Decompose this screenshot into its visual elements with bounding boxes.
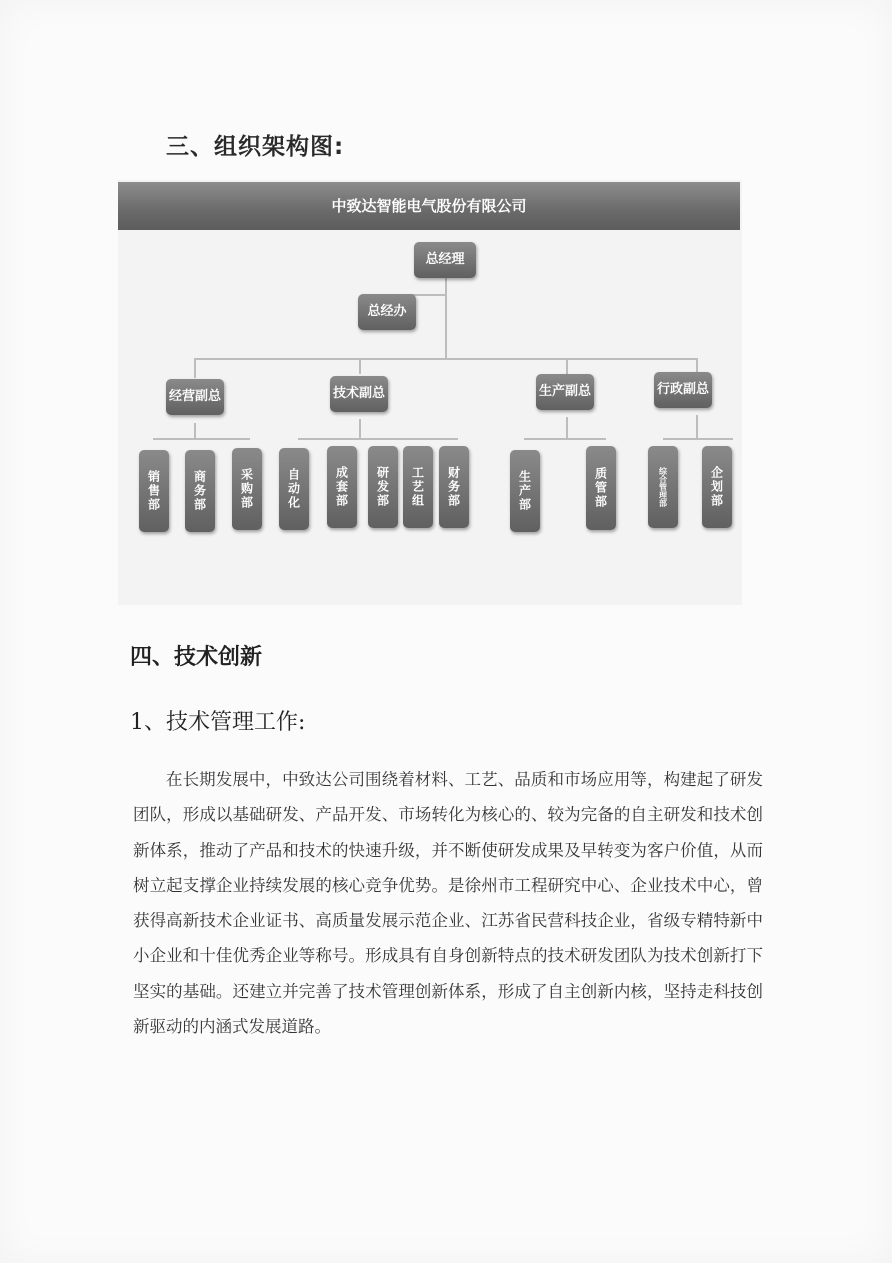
connector-line [445,278,447,358]
org-node-dept-sales: 销售部 [139,450,169,532]
connector-line [524,438,606,440]
connector-line [566,358,568,374]
connector-line [298,438,458,440]
org-node-gm-office: 总经办 [358,294,416,330]
org-node-vp-production: 生产副总 [536,374,594,410]
org-node-dept-finance: 财务部 [439,446,469,528]
org-node-dept-production: 生产部 [510,450,540,532]
org-node-vp-admin: 行政副总 [654,372,712,408]
org-node-dept-purchasing: 采购部 [232,448,262,530]
connector-line [696,358,698,372]
connector-line [696,415,698,439]
body-paragraph: 在长期发展中，中致达公司围绕着材料、工艺、品质和市场应用等，构建起了研发团队，形成以基础研发、产品开发、市场转化为核心的、较为完备的自主研发和技术创新体系，推动了产品和技术的快速升级，并不断使研发成果及早转变为客户价值，从而树立起支撑企业持续发展的核心竞争优势。是徐州市工程研究中心、企业技术中心，曾获得高新技术企业证书、高质量发展示范企业、江苏省民营科技企业，省级专精特新中小企业和十佳优秀企业等称号。形成具有自身创新特点的技术研发团队为技术创新打下坚实的基础。还建立并完善了技术管理创新体系，形成了自主创新内核，坚持走科技创新驱动的内涵式发展道路。 [133,770,763,1037]
section-heading-org-chart: 三、组织架构图: [166,134,345,160]
org-chart [118,180,742,605]
subsection-heading-tech-management: 1、技术管理工作: [130,710,306,735]
org-company-banner: 中致达智能电气股份有限公司 [118,182,740,230]
connector-line [359,358,361,374]
org-node-dept-planning: 企划部 [702,446,732,528]
org-node-dept-automation: 自动化 [279,448,309,530]
connector-line [359,419,361,439]
org-node-vp-business: 经营副总 [166,379,224,415]
org-node-dept-process: 工艺组 [403,446,433,528]
org-node-dept-quality: 质管部 [586,446,616,530]
section-heading-tech-innovation: 四、技术创新 [130,645,263,670]
org-node-vp-technology: 技术副总 [330,376,388,412]
org-node-general-manager: 总经理 [414,242,476,278]
connector-line [194,358,196,378]
org-node-dept-general-admin: 综合管理部 [648,446,678,528]
connector-line [566,417,568,439]
org-node-dept-switchgear: 成套部 [327,446,357,528]
org-node-dept-commerce: 商务部 [185,450,215,532]
connector-line [663,438,733,440]
connector-line [153,438,250,440]
connector-line [194,423,196,439]
connector-line [194,358,698,360]
org-node-dept-rnd: 研发部 [368,446,398,528]
